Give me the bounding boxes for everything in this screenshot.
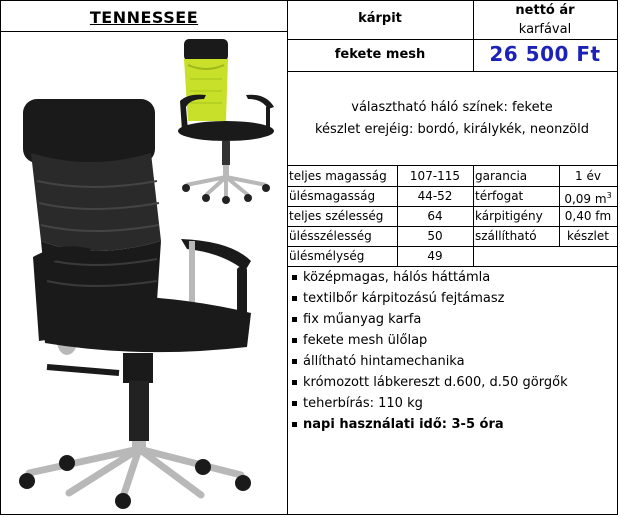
list-item: napi használati idő: 3-5 óra: [287, 414, 617, 435]
spec-value: 1 év: [575, 169, 601, 183]
spec-label: teljes magasság: [289, 169, 387, 183]
image-panel: [1, 1, 288, 514]
spec-value: 0,40 fm: [564, 209, 612, 223]
spec-value: készlet: [567, 229, 609, 243]
spec-label: térfogat: [475, 189, 524, 203]
spec-value: 44-52: [417, 189, 453, 203]
spec-label: teljes szélesség: [289, 209, 384, 223]
spec-table: [287, 166, 617, 266]
divider: [287, 206, 617, 207]
list-item: fekete mesh ülőlap: [287, 330, 617, 351]
divider: [287, 186, 617, 187]
feature-list: [287, 267, 617, 435]
color-options: választható háló színek: fekete: [351, 100, 553, 115]
product-title: TENNESSEE: [89, 8, 199, 27]
spec-label: szállítható: [475, 229, 537, 243]
spec-label: ülésmélység: [289, 249, 365, 263]
divider: [287, 246, 617, 247]
price-label-line2: karfával: [518, 22, 572, 37]
divider: [287, 39, 617, 40]
stock-colors: készlet erejéig: bordó, királykék, neonzöld: [314, 122, 589, 137]
spec-label: ülésmagasság: [289, 189, 376, 203]
spec-value: 49: [427, 249, 443, 263]
list-item: állítható hintamechanika: [287, 351, 617, 372]
list-item: fix műanyag karfa: [287, 309, 617, 330]
upholstery-label: kárpit: [358, 11, 402, 26]
price-label-line1: nettó ár: [515, 3, 575, 18]
divider: [1, 31, 287, 32]
divider: [559, 166, 560, 246]
list-item: krómozott lábkereszt d.600, d.50 görgők: [287, 372, 617, 393]
divider: [287, 71, 617, 72]
divider: [473, 166, 474, 266]
spec-value: 107-115: [409, 169, 461, 183]
divider: [287, 226, 617, 227]
spec-label: ülésszélesség: [289, 229, 372, 243]
volume-value: 0,09 m: [564, 192, 607, 206]
list-item: textilbőr kárpitozású fejtámasz: [287, 288, 617, 309]
spec-label: garancia: [475, 169, 528, 183]
chair-black-image: [11, 91, 261, 511]
spec-value: 50: [427, 229, 443, 243]
price-value: 26 500 Ft: [489, 42, 601, 66]
divider: [397, 166, 398, 266]
info-panel: [287, 1, 617, 514]
divider: [473, 1, 474, 71]
list-item: középmagas, hálós háttámla: [287, 267, 617, 288]
volume-unit-exponent: 3: [606, 191, 612, 200]
upholstery-value: fekete mesh: [334, 47, 426, 62]
spec-value: 64: [427, 209, 443, 223]
spec-label: kárpitigény: [475, 209, 543, 223]
list-item: teherbírás: 110 kg: [287, 393, 617, 414]
